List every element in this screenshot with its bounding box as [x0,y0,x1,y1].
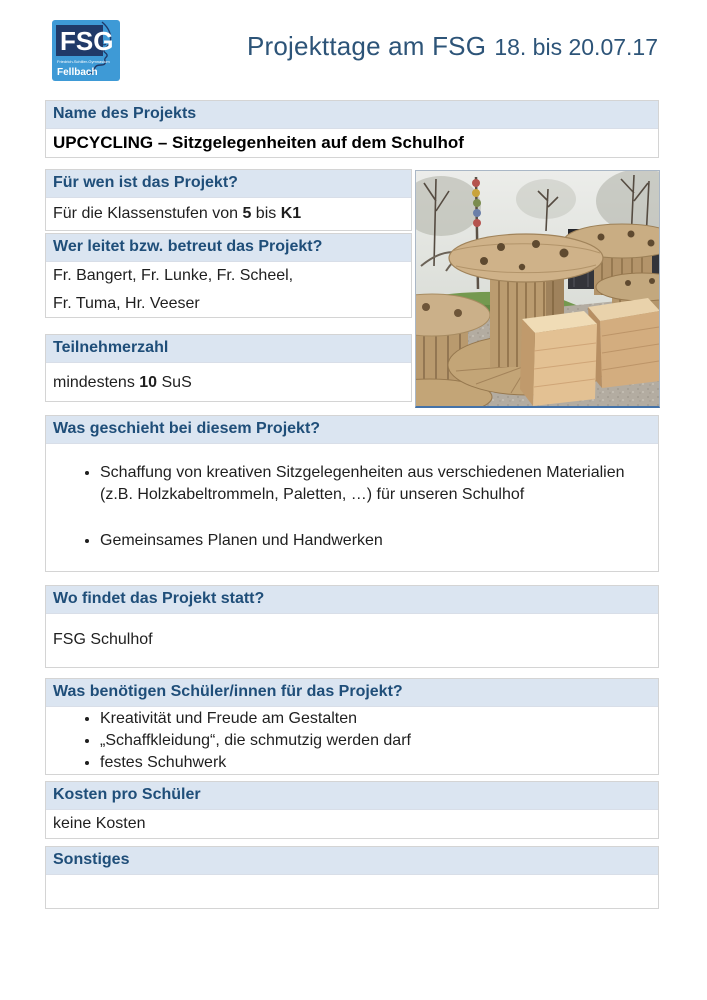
section-audience-header: Für wen ist das Projekt? [46,170,411,198]
photo-box-stool-right [588,298,659,388]
logo-city: Fellbach [57,67,98,78]
requirements-item: • festes Schuhwerk [100,752,651,774]
logo-school-name: Friedrich-Schiller-Gymnasium [57,59,110,64]
costs-value: keine Kosten [53,815,146,832]
section-activities [45,415,659,572]
section-leaders [45,233,412,318]
audience-prefix: Für die Klassenstufen von [53,205,243,222]
page-title: Projekttage am FSG [247,31,487,61]
section-audience [45,169,412,231]
requirements-list [53,708,651,774]
requirements-list-body [46,707,658,774]
activities-list-body [46,444,658,571]
audience-value [46,198,411,230]
participants-suffix: SuS [157,374,192,391]
activities-list [53,462,651,552]
project-name-value: UPCYCLING – Sitzgelegenheiten auf dem Schulhof [53,133,464,152]
section-leaders-header: Wer leitet bzw. betreut das Projekt? [46,234,411,262]
audience-grade-from: 5 [242,205,252,222]
participants-prefix: mindestens [53,374,140,391]
requirements-item: • Kreativität und Freude am Gestalten [100,708,651,730]
project-photo [415,170,660,408]
activities-item: • Gemeinsames Planen und Handwerken [100,530,651,552]
requirements-item: • „Schaffkleidung“, die schmutzig werden darf [100,730,651,752]
participants-count: 10 [139,374,158,391]
section-participants [45,334,412,402]
leaders-value [46,262,411,317]
section-project-name [45,100,659,158]
leaders-line-2: Fr. Tuma, Hr. Veeser [53,295,200,312]
photo-box-stool-center [520,311,597,406]
section-activities-header: Was geschieht bei diesem Projekt? [46,416,658,444]
fsg-logo [52,20,120,81]
section-participants-header: Teilnehmerzahl [46,335,411,363]
participants-value [46,363,411,401]
activities-item: • Schaffung von kreativen Sitzgelegenheiten aus verschiedenen Materialien (z.B. Holzkabeltrommeln, Paletten, …) für unseren Schulhof [100,462,651,506]
section-location-header: Wo findet das Projekt statt? [46,586,658,614]
section-costs [45,781,659,839]
audience-grade-to: K1 [280,205,302,222]
section-location [45,585,659,668]
section-costs-header: Kosten pro Schüler [46,782,658,810]
section-requirements-header: Was benötigen Schüler/innen für das Projekt? [46,679,658,707]
section-misc-header: Sonstiges [46,847,658,875]
section-misc [45,846,659,909]
location-value: FSG Schulhof [53,631,153,648]
section-project-name-header: Name des Projekts [46,101,658,129]
audience-middle: bis [251,205,281,222]
misc-value [46,875,658,908]
date-range: 18. bis 20.07.17 [494,34,658,60]
leaders-line-1: Fr. Bangert, Fr. Lunke, Fr. Scheel, [53,267,294,284]
section-requirements [45,678,659,775]
logo-abbr: FSG [60,26,114,56]
